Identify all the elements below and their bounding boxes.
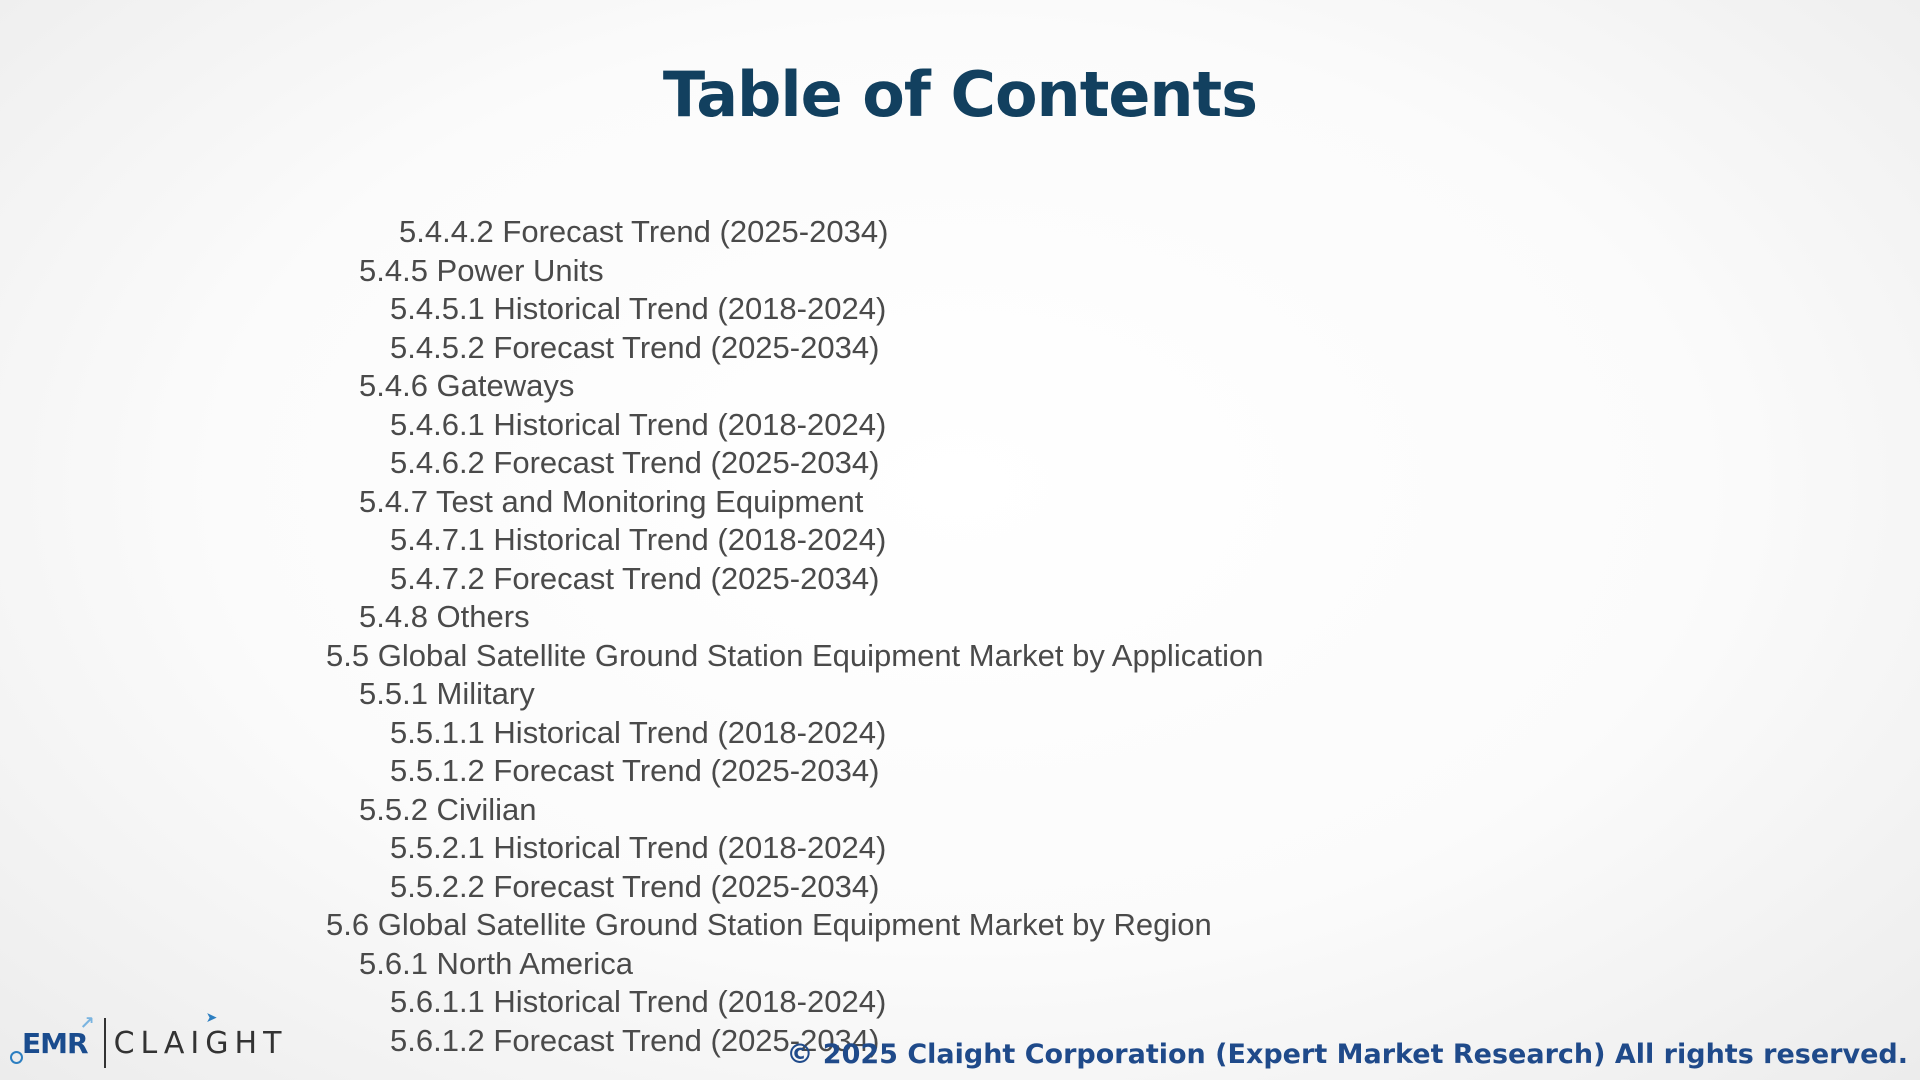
toc-entry: 5.4.6.1 Historical Trend (2018-2024) — [390, 406, 887, 442]
toc-entry: 5.5.2 Civilian — [359, 791, 537, 827]
toc-entry: 5.6 Global Satellite Ground Station Equipment Market by Region — [326, 907, 1212, 942]
toc-entry: 5.5 Global Satellite Ground Station Equipment Market by Application — [326, 637, 1264, 673]
toc-entry: 5.5.2.1 Historical Trend (2018-2024) — [390, 830, 887, 865]
toc-entry: 5.4.5.1 Historical Trend (2018-2024) — [390, 291, 887, 326]
toc-entry: 5.4.6.2 Forecast Trend (2025-2034) — [390, 445, 880, 480]
emr-logo-mark — [8, 1012, 94, 1060]
toc-entry: 5.4.7 Test and Monitoring Equipment — [359, 483, 864, 519]
toc-entry: 5.5.2.2 Forecast Trend (2025-2034) — [390, 868, 880, 904]
toc-entry: 5.6.1.1 Historical Trend (2018-2024) — [390, 984, 887, 1019]
toc-entry: 5.5.1 Military — [359, 676, 535, 711]
toc-entry: 5.4.7.1 Historical Trend (2018-2024) — [390, 522, 887, 557]
toc-entry: 5.4.5.2 Forecast Trend (2025-2034) — [390, 329, 880, 365]
emr-logo-text: EMR — [22, 1026, 88, 1060]
emr-logo-dot-icon — [10, 1051, 23, 1064]
table-of-contents-list — [326, 213, 1263, 1060]
toc-entry: 5.6.1.2 Forecast Trend (2025-2034) — [390, 1022, 880, 1058]
claight-logo-text: CLAIGHT — [113, 1025, 288, 1061]
emr-logo-arrow-icon: ↗ — [79, 1012, 94, 1034]
claight-logo-mark — [113, 1009, 288, 1061]
toc-entry: 5.5.1.1 Historical Trend (2018-2024) — [390, 714, 887, 750]
copyright-notice: © 2025 Claight Corporation (Expert Market Research) All rights reserved. — [786, 1039, 1908, 1070]
page-title: Table of Contents — [662, 58, 1258, 131]
toc-entry: 5.4.6 Gateways — [359, 368, 575, 403]
logo-divider — [104, 1018, 106, 1068]
toc-entry: 5.4.8 Others — [359, 599, 530, 634]
toc-entry: 5.6.1 North America — [359, 945, 633, 981]
toc-entry: 5.4.5 Power Units — [359, 252, 604, 288]
toc-entry: 5.4.7.2 Forecast Trend (2025-2034) — [390, 560, 880, 596]
emr-claight-logo — [8, 1009, 288, 1072]
claight-logo-arrow-icon: ➤ — [205, 1009, 224, 1026]
toc-entry: 5.4.4.2 Forecast Trend (2025-2034) — [399, 214, 889, 249]
toc-entry: 5.5.1.2 Forecast Trend (2025-2034) — [390, 753, 880, 788]
